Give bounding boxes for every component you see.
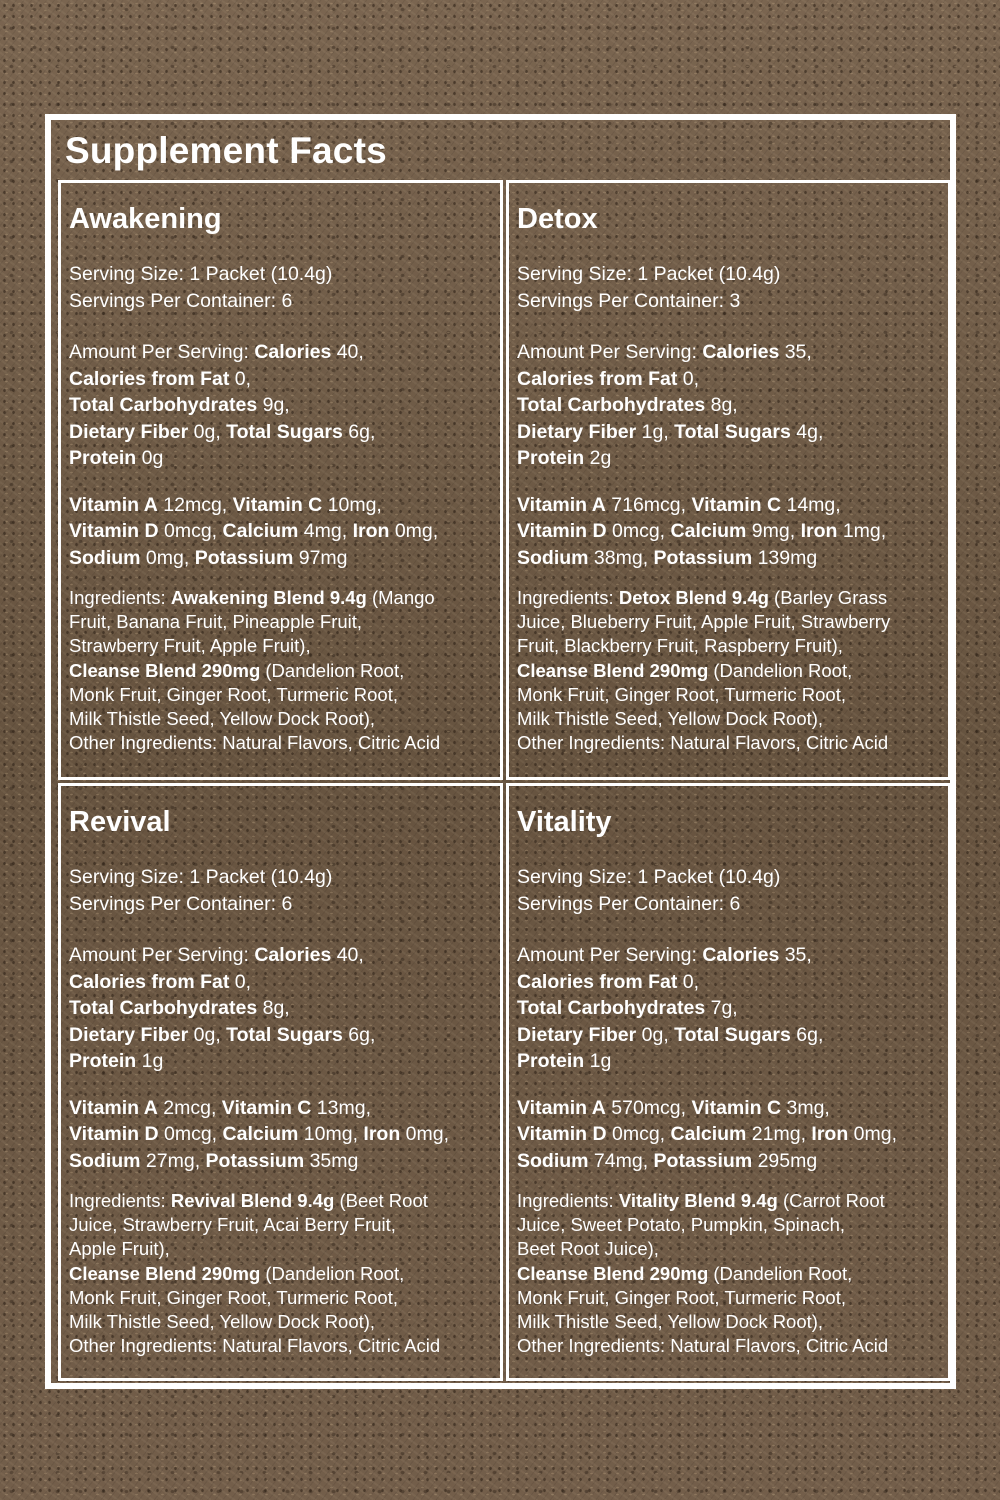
panel-title: Awakening <box>69 203 222 235</box>
page-title: Supplement Facts <box>65 130 387 171</box>
panel-vitality <box>506 783 951 1381</box>
servings-per-container: Servings Per Container: 6 <box>517 892 741 915</box>
panel-title: Revival <box>69 806 171 838</box>
amount-per-serving: Amount Per Serving: Calories 35, Calories from Fat 0, Total Carbohydrates 7g, Dietary Fiber 0g, Total Sugars 6g, Protein 1g <box>517 944 824 1072</box>
amount-per-serving: Amount Per Serving: Calories 40, Calories from Fat 0, Total Carbohydrates 8g, Dietary Fiber 0g, Total Sugars 6g, Protein 1g <box>69 944 376 1072</box>
panel-awakening <box>58 180 503 780</box>
panel-title: Detox <box>517 203 598 235</box>
vitamins-minerals: Vitamin A 12mcg, Vitamin C 10mg, Vitamin D 0mcg, Calcium 4mg, Iron 0mg, Sodium 0mg, Potassium 97mg <box>69 493 439 569</box>
servings-per-container: Servings Per Container: 6 <box>69 892 293 915</box>
amount-per-serving: Amount Per Serving: Calories 40, Calories from Fat 0, Total Carbohydrates 9g, Dietary Fiber 0g, Total Sugars 6g, Protein 0g <box>69 341 376 469</box>
vitamins-minerals: Vitamin A 716mcg, Vitamin C 14mg, Vitamin D 0mcg, Calcium 9mg, Iron 1mg, Sodium 38mg, Potassium 139mg <box>517 493 887 569</box>
serving-size: Serving Size: 1 Packet (10.4g) <box>69 263 333 285</box>
serving-info <box>69 261 500 314</box>
amount-per-serving: Amount Per Serving: Calories 35, Calories from Fat 0, Total Carbohydrates 8g, Dietary Fiber 1g, Total Sugars 4g, Protein 2g <box>517 341 824 469</box>
vitamins-minerals: Vitamin A 2mcg, Vitamin C 13mg, Vitamin D 0mcg, Calcium 10mg, Iron 0mg, Sodium 27mg, Potassium 35mg <box>69 1096 450 1172</box>
servings-per-container: Servings Per Container: 3 <box>517 289 741 312</box>
panel-title: Vitality <box>517 806 612 838</box>
ingredients-list: Ingredients: Awakening Blend 9.4g (Mango Fruit, Banana Fruit, Pineapple Fruit, Strawberry Fruit, Apple Fruit), Cleanse Blend 290mg (Dandelion Root, Monk Fruit, Ginger Root, Turmeric Root, Milk Thistle Seed, Yellow Dock Root), Other Ingredients: Natural Flavors, Citric Acid <box>69 587 441 754</box>
panel-detox <box>506 180 951 780</box>
servings-per-container: Servings Per Container: 6 <box>69 289 293 312</box>
serving-info <box>517 261 948 314</box>
supplement-facts-frame <box>45 114 956 1389</box>
serving-info <box>69 864 500 917</box>
title-bar <box>51 120 950 180</box>
serving-size: Serving Size: 1 Packet (10.4g) <box>69 866 333 888</box>
panel-revival <box>58 783 503 1381</box>
ingredients-list: Ingredients: Vitality Blend 9.4g (Carrot Root Juice, Sweet Potato, Pumpkin, Spinach, Beet Root Juice), Cleanse Blend 290mg (Dandelion Root, Monk Fruit, Ginger Root, Turmeric Root, Milk Thistle Seed, Yellow Dock Root), Other Ingredients: Natural Flavors, Citric Acid <box>517 1190 889 1357</box>
serving-size: Serving Size: 1 Packet (10.4g) <box>517 263 781 285</box>
ingredients-list: Ingredients: Revival Blend 9.4g (Beet Root Juice, Strawberry Fruit, Acai Berry Fruit, Apple Fruit), Cleanse Blend 290mg (Dandelion Root, Monk Fruit, Ginger Root, Turmeric Root, Milk Thistle Seed, Yellow Dock Root), Other Ingredients: Natural Flavors, Citric Acid <box>69 1190 441 1357</box>
serving-size: Serving Size: 1 Packet (10.4g) <box>517 866 781 888</box>
serving-info <box>517 864 948 917</box>
ingredients-list: Ingredients: Detox Blend 9.4g (Barley Grass Juice, Blueberry Fruit, Apple Fruit, Strawberry Fruit, Blackberry Fruit, Raspberry Fruit), Cleanse Blend 290mg (Dandelion Root, Monk Fruit, Ginger Root, Turmeric Root, Milk Thistle Seed, Yellow Dock Root), Other Ingredients: Natural Flavors, Citric Acid <box>517 587 891 754</box>
vitamins-minerals: Vitamin A 570mcg, Vitamin C 3mg, Vitamin D 0mcg, Calcium 21mg, Iron 0mg, Sodium 74mg, Potassium 295mg <box>517 1096 898 1172</box>
